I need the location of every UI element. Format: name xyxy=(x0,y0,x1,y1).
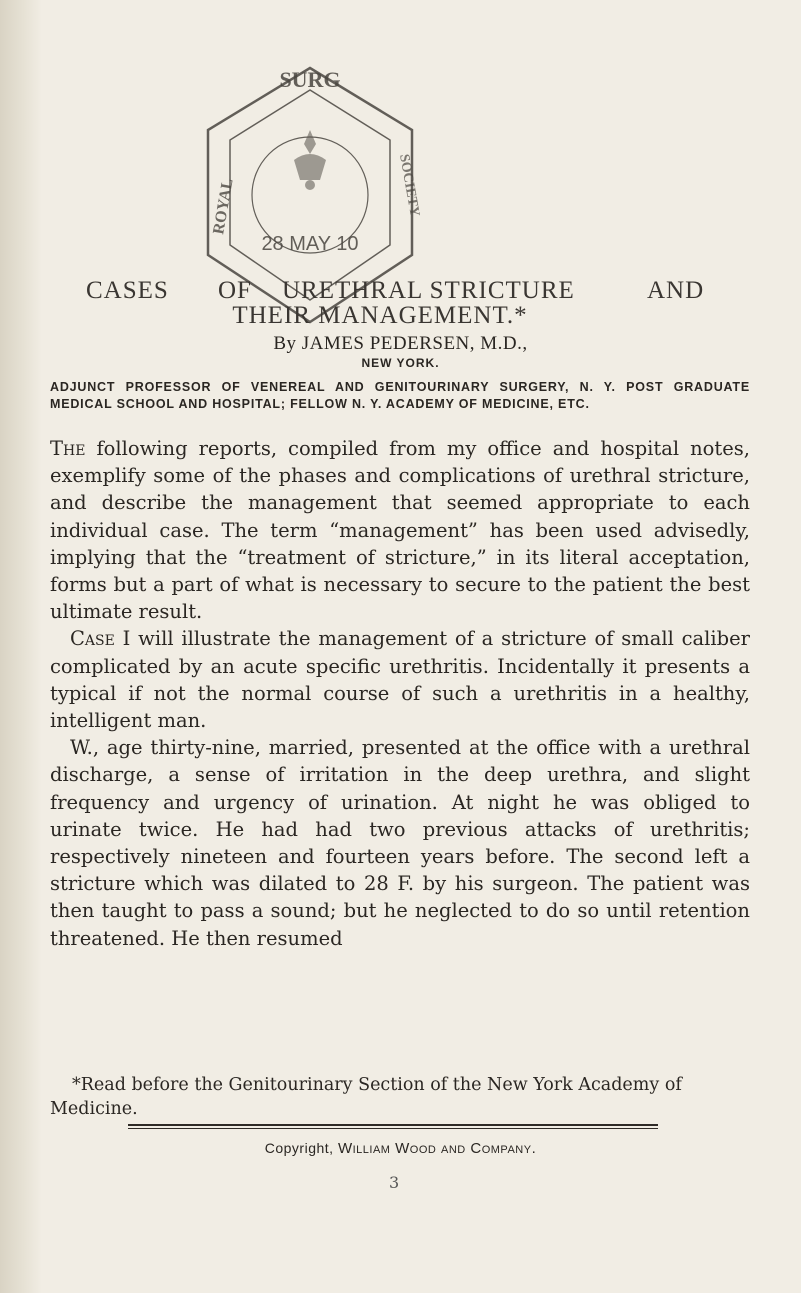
copyright-prefix: Copyright, xyxy=(264,1140,334,1156)
article-title-line-2: THEIR MANAGEMENT.* xyxy=(232,302,528,329)
footer-rule-thin xyxy=(128,1128,658,1129)
paragraph: W., age thirty-nine, married, presented at the office with a urethral discharge, a sense of irritation in the deep urethra, and slight frequency and urgency of urination. At night he was obliged to urinate twice. He had had two previous attacks of urethritis; respectively nineteen and fourteen years before. The second left a stricture which was dilated to 28 F. by his surgeon. The patient was then taught to pass a sound; but he neglected to do so until retention threatened. He then resumed xyxy=(50,736,750,950)
paragraph-text: will illustrate the management of a stricture of small caliber complicated by an acute specific urethritis. Incidentally it presents a typical if not the normal course of such a urethritis in a healthy, intelligent man. xyxy=(50,627,750,733)
copyright-line xyxy=(0,1140,801,1157)
stamp-right-text: SOCIETY xyxy=(396,153,422,218)
paragraph-lead: Case I xyxy=(70,627,131,651)
stamp-date: 28 MAY 10 xyxy=(261,233,359,255)
stamp-top-text: SURG xyxy=(279,67,341,92)
author-affiliation: ADJUNCT PROFESSOR OF VENEREAL AND GENITOURINARY SURGERY, N. Y. POST GRADUATE MEDICAL SCHOOL AND HOSPITAL; FELLOW N. Y. ACADEMY OF MEDICINE, ETC. xyxy=(50,380,750,411)
author-city: NEW YORK. xyxy=(361,356,440,370)
footnote: *Read before the Genitourinary Section of the New York Academy of Medicine. xyxy=(50,1075,682,1119)
page-binding-edge xyxy=(0,0,42,1293)
article-body xyxy=(50,435,750,952)
paragraph-text: following reports, compiled from my office and hospital notes, exemplify some of the phases and complications of urethral stricture, and describe the management that seemed appropriate to each individual case. The term “management” has been used advisedly, implying that the “treatment of stricture,” in its literal acceptation, forms but a part of what is necessary to secure to the patient the best ultimate result. xyxy=(50,437,750,624)
title-word: OF xyxy=(218,277,252,304)
paragraph xyxy=(50,625,750,734)
author-byline: By JAMES PEDERSEN, M.D., xyxy=(273,333,528,354)
stamp-left-text: ROYAL xyxy=(210,177,237,236)
copyright-publisher: William Wood and Company. xyxy=(337,1140,537,1157)
page-number: 3 xyxy=(389,1173,400,1192)
footer-rule xyxy=(128,1124,658,1126)
paragraph-lead: The xyxy=(50,437,86,460)
title-word: AND xyxy=(647,277,705,304)
paragraph xyxy=(50,435,750,625)
title-word: CASES xyxy=(86,277,169,304)
title-word: URETHRAL STRICTURE xyxy=(282,277,575,304)
stamp-crest-icon xyxy=(294,130,326,190)
